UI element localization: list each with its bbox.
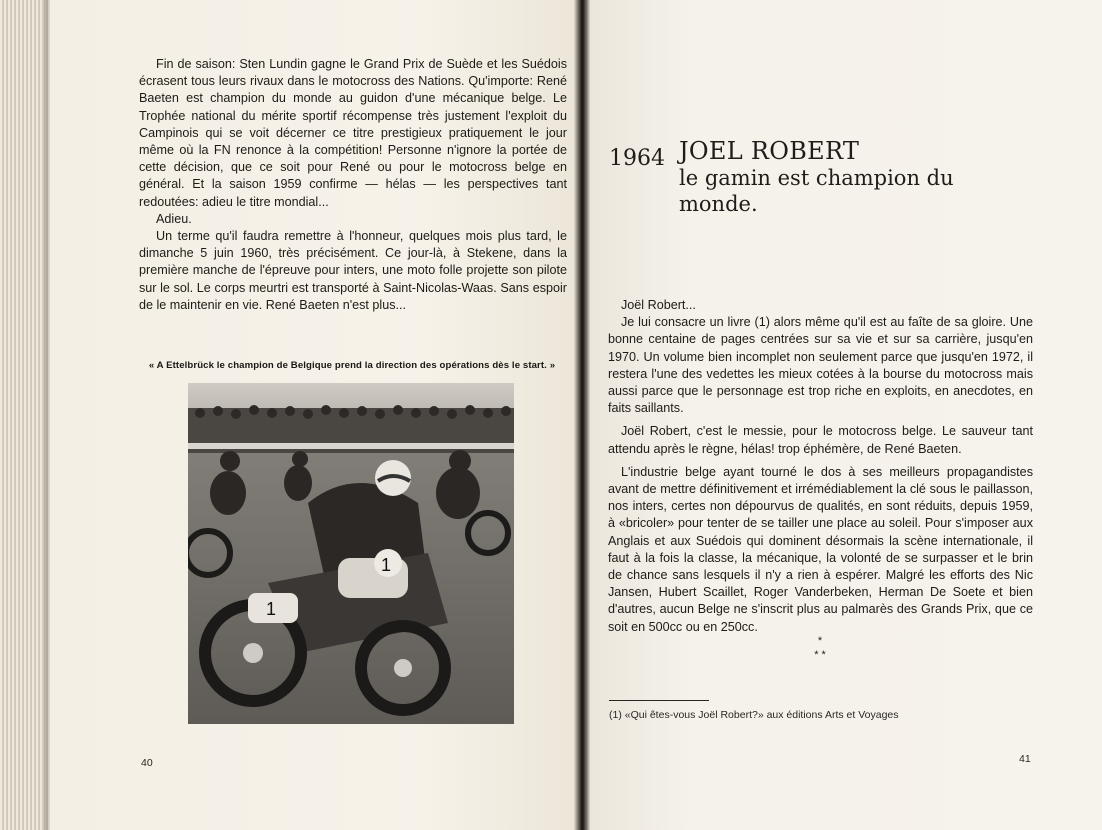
left-page-body	[139, 56, 567, 314]
right-page-body	[608, 297, 1033, 636]
paragraph: Adieu.	[156, 211, 192, 226]
footnote-rule	[609, 700, 709, 701]
paragraph: Un terme qu'il faudra remettre à l'honneur, quelques mois plus tard, le dimanche 5 juin 1960, très précisément. Ce jour-là, à Stekene, dans la première manche de l'épreuve pour inters, une moto folle projette son pilote sur le sol. Le corps meurtri est transporté à Saint-Nicolas-Waas. Sans espoir de le maintenir en vie. René Baeten n'est plus...	[139, 229, 567, 312]
svg-text:1: 1	[266, 599, 277, 619]
page-number-left: 40	[141, 757, 153, 769]
chapter-title-sub: le gamin est champion du monde.	[679, 166, 954, 216]
page-number-right: 41	[1019, 753, 1031, 765]
chapter-year: 1964	[609, 146, 665, 171]
photo-caption: « A Ettelbrück le champion de Belgique prend la direction des opérations dès le start. »	[148, 360, 556, 371]
paragraph: Joël Robert, c'est le messie, pour le motocross belge. Le sauveur tant attendu après le règne, hélas! trop éphémère, de René Baeten.	[608, 424, 1033, 456]
motocross-photo	[188, 383, 514, 724]
asterism: * * *	[814, 635, 826, 661]
chapter-title	[679, 137, 1009, 217]
svg-text:1: 1	[381, 555, 392, 575]
book-gutter	[574, 0, 590, 830]
chapter-title-main: JOEL ROBERT	[679, 137, 860, 165]
paragraph: Joël Robert...	[621, 298, 696, 312]
paragraph: L'industrie belge ayant tourné le dos à ses meilleurs propagandistes avant de mettre définitivement et irrémédiablement la clé sous le paillasson, nos inters, certes non dépourvus de qualités, en sont réduits, depuis 1959, à «bricoler» pour tenter de se tailler une place au soleil. Pour s'imposer aux Anglais et aux Suédois qui dominent désormais la scène internationale, il faut à la fois la classe, la mécanique, la volonté de se surpasser et le brin de chance sans lesquels il n'y a rien à espérer. Malgré les efforts des Nic Jansen, Hubert Scaillet, Roger Vanderbeken, Herman De Soete et bien d'autres, aucun Belge ne s'inscrit plus au palmarès des Grands Prix, que ce soit en 500cc ou en 250cc.	[608, 464, 1033, 634]
paragraph: Je lui consacre un livre (1) alors même qu'il est au faîte de sa gloire. Une bonne centaine de pages centrées sur sa vie et sur sa carrière, jusqu'en 1970. Un volume bien incomplet non seulement parce que jusqu'en 1972, il restera l'une des vedettes les mieux cotées à la bourse du motocross mais aussi parce que le personnage est trop riche en exploits, en anecdotes, en faits saillants.	[608, 315, 1033, 416]
page-edges	[0, 0, 50, 830]
paragraph: Fin de saison: Sten Lundin gagne le Grand Prix de Suède et les Suédois écrasent tous leurs rivaux dans le motocross des Nations. Qu'importe: René Baeten est champion du monde au guidon d'une mécanique belge. Le Trophée national du mérite sportif récompense très justement l'exploit du Campinois qui se voit décerner ce titre prestigieux pratiquement le jour même où la FN renonce à la compétition! Personne n'ignore la portée de cette décision, que ce soit pour René ou pour le motocross belge en général. Et la saison 1959 confirme — hélas — les perspectives tant redoutées: adieu le titre mondial...	[139, 57, 567, 209]
footnote: (1) «Qui êtes-vous Joël Robert?» aux éditions Arts et Voyages	[609, 709, 899, 721]
